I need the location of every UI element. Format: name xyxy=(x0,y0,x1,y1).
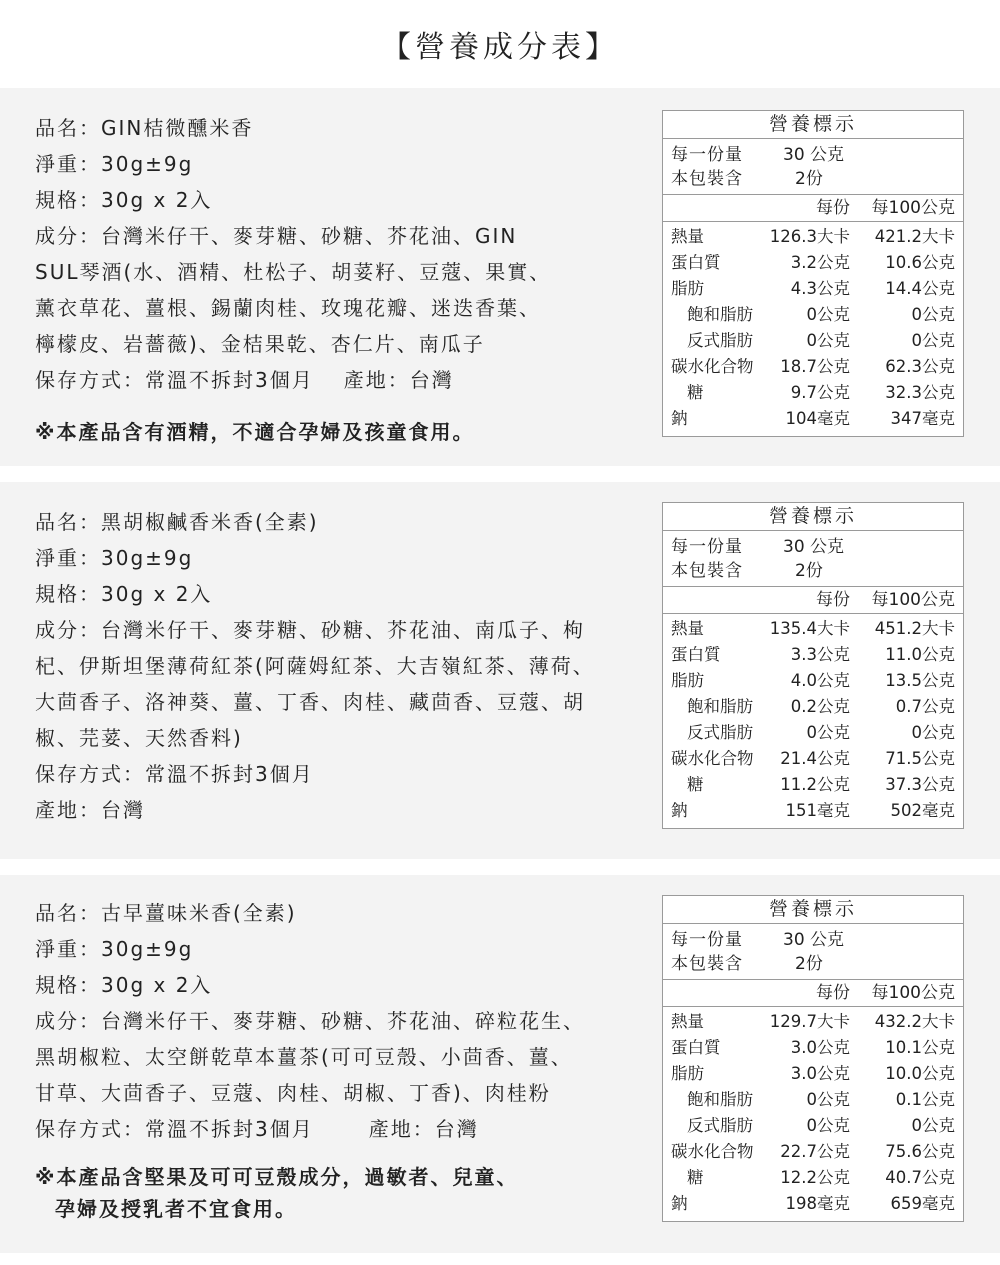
nutrition-rows xyxy=(663,222,963,436)
nutrient-label: 熱量 xyxy=(671,227,704,246)
product-name: 品名：古早薑味米香(全素) xyxy=(35,901,297,925)
per-100g-value: 62.3公克 xyxy=(885,357,955,376)
nutrient-label: 飽和脂肪 xyxy=(687,305,753,324)
per-100g-value: 451.2大卡 xyxy=(874,619,955,638)
spec: 規格：30g x 2入 xyxy=(35,188,213,212)
serving-value: 30 公克 xyxy=(783,145,845,165)
nutrient-label: 反式脂肪 xyxy=(687,331,753,350)
per-100g-value: 502毫克 xyxy=(890,801,955,820)
per-100g-value: 0公克 xyxy=(911,305,955,324)
origin: 產地：台灣 xyxy=(368,1117,479,1141)
per-100g-value: 10.0公克 xyxy=(885,1064,955,1083)
nutrition-row xyxy=(663,1087,963,1113)
nutrient-label: 鈉 xyxy=(671,1194,688,1213)
nutrition-row xyxy=(663,798,963,824)
nutrition-row xyxy=(663,250,963,276)
per-serving-value: 18.7公克 xyxy=(780,357,850,376)
nutrition-row xyxy=(663,746,963,772)
nutrient-label: 反式脂肪 xyxy=(687,723,753,742)
per-serving-value: 0公克 xyxy=(806,1090,850,1109)
net-weight: 淨重：30g±9g xyxy=(35,152,194,176)
per-serving-value: 0公克 xyxy=(806,331,850,350)
nutrition-header: 營養標示 xyxy=(663,896,963,924)
nutrient-label: 碳水化合物 xyxy=(671,1142,754,1161)
col-per-serving: 每份 xyxy=(816,198,850,218)
per-serving-value: 135.4大卡 xyxy=(769,619,850,638)
nutrition-row xyxy=(663,694,963,720)
ingredients-line: 杞、伊斯坦堡薄荷紅茶(阿薩姆紅茶、大吉嶺紅茶、薄荷、 xyxy=(35,654,595,678)
ingredients-line: 椒、芫荽、天然香料) xyxy=(35,726,243,750)
per-100g-value: 14.4公克 xyxy=(885,279,955,298)
nutrient-label: 飽和脂肪 xyxy=(687,697,753,716)
nutrition-header: 營養標示 xyxy=(663,111,963,139)
nutrition-row xyxy=(663,1061,963,1087)
nutrient-label: 熱量 xyxy=(671,619,704,638)
per-100g-value: 71.5公克 xyxy=(885,749,955,768)
per-100g-value: 32.3公克 xyxy=(885,383,955,402)
net-weight: 淨重：30g±9g xyxy=(35,937,194,961)
product-info-2 xyxy=(35,504,635,828)
serving-value: 30 公克 xyxy=(783,930,845,950)
serving-value: 30 公克 xyxy=(783,537,845,557)
nutrition-table-3 xyxy=(662,895,964,1222)
nutrition-row xyxy=(663,328,963,354)
nutrient-label: 飽和脂肪 xyxy=(687,1090,753,1109)
per-serving-value: 12.2公克 xyxy=(780,1168,850,1187)
per-100g-value: 0公克 xyxy=(911,723,955,742)
nutrition-row xyxy=(663,1139,963,1165)
storage: 保存方式：常溫不拆封3個月 xyxy=(35,1117,314,1141)
nutrient-label: 糖 xyxy=(687,383,704,402)
per-serving-value: 3.0公克 xyxy=(790,1064,850,1083)
ingredients-line: SUL琴酒(水、酒精、杜松子、胡荽籽、豆蔻、果實、 xyxy=(35,260,552,284)
per-100g-value: 659毫克 xyxy=(890,1194,955,1213)
per-100g-value: 432.2大卡 xyxy=(874,1012,955,1031)
nutrition-row xyxy=(663,302,963,328)
per-serving-value: 3.0公克 xyxy=(790,1038,850,1057)
ingredients-line: 甘草、大茴香子、豆蔻、肉桂、胡椒、丁香)、肉桂粉 xyxy=(35,1081,551,1105)
package-label: 本包裝含 xyxy=(671,169,743,189)
ingredients xyxy=(35,218,635,362)
ingredients-line: 成分：台灣米仔干、麥芽糖、砂糖、芥花油、碎粒花生、 xyxy=(35,1009,585,1033)
package-value: 2份 xyxy=(795,954,823,974)
nutrient-label: 蛋白質 xyxy=(671,1038,721,1057)
nutrient-label: 蛋白質 xyxy=(671,645,721,664)
serving-label: 每一份量 xyxy=(671,145,743,165)
nutrient-label: 鈉 xyxy=(671,409,688,428)
product-name: 品名：黑胡椒鹹香米香(全素) xyxy=(35,510,319,534)
per-100g-value: 13.5公克 xyxy=(885,671,955,690)
nutrition-row xyxy=(663,720,963,746)
nutrient-label: 蛋白質 xyxy=(671,253,721,272)
nutrition-rows xyxy=(663,614,963,828)
nutrient-label: 熱量 xyxy=(671,1012,704,1031)
nutrition-header: 營養標示 xyxy=(663,503,963,531)
nutrition-row xyxy=(663,1165,963,1191)
spec: 規格：30g x 2入 xyxy=(35,973,213,997)
nutrient-label: 糖 xyxy=(687,1168,704,1187)
per-serving-value: 198毫克 xyxy=(785,1194,850,1213)
nutrient-label: 碳水化合物 xyxy=(671,357,754,376)
package-value: 2份 xyxy=(795,169,823,189)
per-serving-value: 3.2公克 xyxy=(790,253,850,272)
serving-label: 每一份量 xyxy=(671,537,743,557)
nutrient-label: 碳水化合物 xyxy=(671,749,754,768)
product-info-3 xyxy=(35,895,635,1225)
per-100g-value: 10.6公克 xyxy=(885,253,955,272)
nutrition-row xyxy=(663,1035,963,1061)
product-info-1 xyxy=(35,110,635,448)
nutrition-row xyxy=(663,224,963,250)
nutrition-row xyxy=(663,1009,963,1035)
package-label: 本包裝含 xyxy=(671,954,743,974)
serving-label: 每一份量 xyxy=(671,930,743,950)
package-value: 2份 xyxy=(795,561,823,581)
per-serving-value: 0.2公克 xyxy=(790,697,850,716)
per-serving-value: 3.3公克 xyxy=(790,645,850,664)
page-title: 【營養成分表】 xyxy=(381,30,619,65)
ingredients-line: 大茴香子、洛神葵、薑、丁香、肉桂、藏茴香、豆蔻、胡 xyxy=(35,690,585,714)
warning-line: 孕婦及授乳者不宜食用。 xyxy=(55,1197,297,1221)
per-100g-value: 11.0公克 xyxy=(885,645,955,664)
nutrition-row xyxy=(663,380,963,406)
per-100g-value: 37.3公克 xyxy=(885,775,955,794)
product-panel-2 xyxy=(0,482,1000,859)
origin: 產地：台灣 xyxy=(343,368,454,392)
col-per-serving: 每份 xyxy=(816,983,850,1003)
nutrition-row xyxy=(663,406,963,432)
nutrient-label: 脂肪 xyxy=(671,671,704,690)
nutrient-label: 鈉 xyxy=(671,801,688,820)
nutrient-label: 反式脂肪 xyxy=(687,1116,753,1135)
net-weight: 淨重：30g±9g xyxy=(35,546,194,570)
nutrition-row xyxy=(663,354,963,380)
nutrition-table-1 xyxy=(662,110,964,437)
per-serving-value: 21.4公克 xyxy=(780,749,850,768)
per-serving-value: 11.2公克 xyxy=(780,775,850,794)
warning-line: ※本產品含有酒精，不適合孕婦及孩童食用。 xyxy=(35,420,475,444)
per-100g-value: 0公克 xyxy=(911,1116,955,1135)
warning xyxy=(35,1161,635,1225)
ingredients-line: 黑胡椒粒、太空餅乾草本薑茶(可可豆殼、小茴香、薑、 xyxy=(35,1045,573,1069)
per-serving-value: 151毫克 xyxy=(785,801,850,820)
nutrition-row xyxy=(663,616,963,642)
nutrition-row xyxy=(663,276,963,302)
per-serving-value: 4.0公克 xyxy=(790,671,850,690)
origin: 產地：台灣 xyxy=(35,798,145,822)
nutrient-label: 脂肪 xyxy=(671,1064,704,1083)
col-per-100g: 每100公克 xyxy=(871,198,955,218)
ingredients xyxy=(35,612,635,756)
storage: 保存方式：常溫不拆封3個月 xyxy=(35,368,314,392)
per-serving-value: 22.7公克 xyxy=(780,1142,850,1161)
col-per-serving: 每份 xyxy=(816,590,850,610)
warning-line: ※本產品含堅果及可可豆殼成分，過敏者、兒童、 xyxy=(35,1165,519,1189)
per-100g-value: 40.7公克 xyxy=(885,1168,955,1187)
col-per-100g: 每100公克 xyxy=(871,590,955,610)
per-100g-value: 0.7公克 xyxy=(895,697,955,716)
ingredients-line: 成分：台灣米仔干、麥芽糖、砂糖、芥花油、南瓜子、枸 xyxy=(35,618,585,642)
nutrition-rows xyxy=(663,1007,963,1221)
per-serving-value: 126.3大卡 xyxy=(769,227,850,246)
per-serving-value: 9.7公克 xyxy=(790,383,850,402)
product-panel-3 xyxy=(0,875,1000,1253)
nutrition-table-2 xyxy=(662,502,964,829)
per-100g-value: 10.1公克 xyxy=(885,1038,955,1057)
nutrition-row xyxy=(663,772,963,798)
nutrition-row xyxy=(663,642,963,668)
ingredients xyxy=(35,1003,635,1111)
per-100g-value: 421.2大卡 xyxy=(874,227,955,246)
nutrition-row xyxy=(663,1113,963,1139)
nutrient-label: 脂肪 xyxy=(671,279,704,298)
nutrition-row xyxy=(663,1191,963,1217)
spec: 規格：30g x 2入 xyxy=(35,582,213,606)
ingredients-line: 成分：台灣米仔干、麥芽糖、砂糖、芥花油、GIN xyxy=(35,224,518,248)
per-100g-value: 0.1公克 xyxy=(895,1090,955,1109)
package-label: 本包裝含 xyxy=(671,561,743,581)
per-serving-value: 0公克 xyxy=(806,723,850,742)
nutrient-label: 糖 xyxy=(687,775,704,794)
nutrition-row xyxy=(663,668,963,694)
per-100g-value: 347毫克 xyxy=(890,409,955,428)
per-serving-value: 4.3公克 xyxy=(790,279,850,298)
per-serving-value: 0公克 xyxy=(806,1116,850,1135)
per-serving-value: 0公克 xyxy=(806,305,850,324)
per-100g-value: 0公克 xyxy=(911,331,955,350)
per-serving-value: 129.7大卡 xyxy=(769,1012,850,1031)
storage: 保存方式：常溫不拆封3個月 xyxy=(35,762,314,786)
product-panel-1 xyxy=(0,88,1000,466)
warning xyxy=(35,416,635,448)
per-serving-value: 104毫克 xyxy=(785,409,850,428)
col-per-100g: 每100公克 xyxy=(871,983,955,1003)
per-100g-value: 75.6公克 xyxy=(885,1142,955,1161)
ingredients-line: 薰衣草花、薑根、錫蘭肉桂、玫瑰花瓣、迷迭香葉、 xyxy=(35,296,541,320)
product-name: 品名：GIN桔微醺米香 xyxy=(35,116,254,140)
ingredients-line: 檸檬皮、岩薔薇)、金桔果乾、杏仁片、南瓜子 xyxy=(35,332,485,356)
